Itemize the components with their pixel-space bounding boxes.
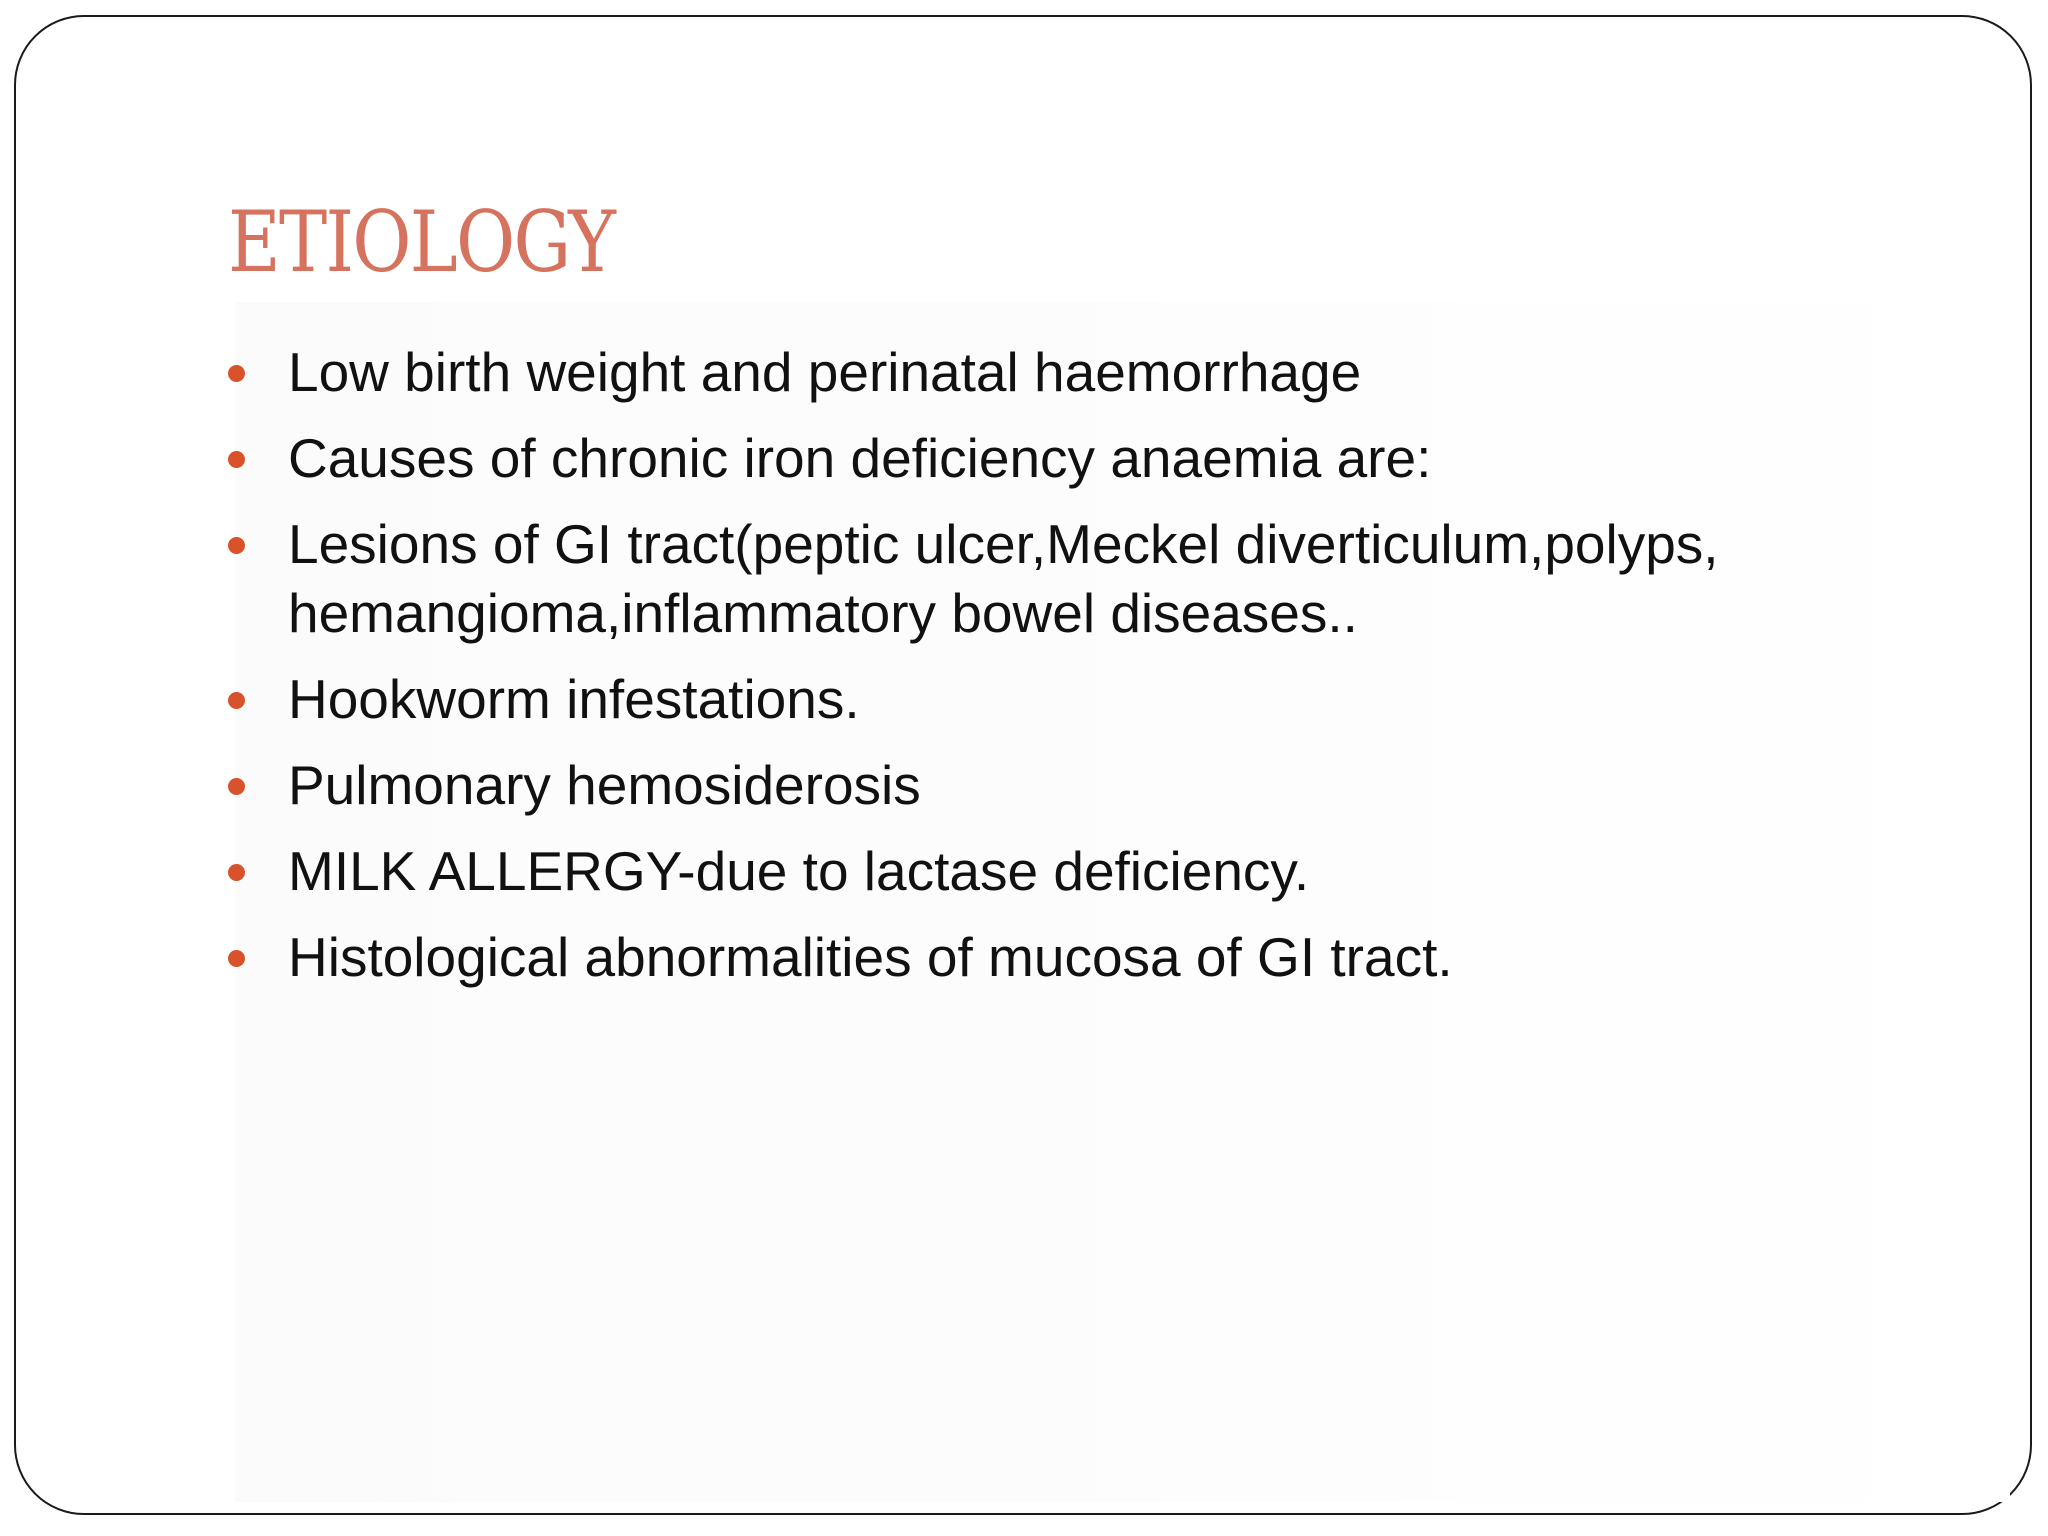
bullet-text: Hookworm infestations.: [288, 668, 860, 730]
list-item: [228, 923, 1828, 992]
bullet-text: Histological abnormalities of mucosa of GI tract.: [288, 926, 1453, 988]
list-item: [228, 751, 1828, 820]
list-item: [228, 424, 1828, 493]
list-item: [228, 665, 1828, 734]
bullet-icon: [228, 778, 245, 795]
list-item: [228, 837, 1828, 906]
bullet-list: [228, 338, 1828, 1009]
bullet-icon: [228, 950, 245, 967]
bullet-text: Low birth weight and perinatal haemorrhage: [288, 341, 1362, 403]
list-item: [228, 510, 1828, 648]
bullet-icon: [228, 365, 245, 382]
bullet-text: Causes of chronic iron deficiency anaemia are:: [288, 427, 1432, 489]
bullet-icon: [228, 537, 245, 554]
bullet-icon: [228, 451, 245, 468]
bullet-text: Pulmonary hemosiderosis: [288, 754, 921, 816]
bullet-icon: [228, 864, 245, 881]
slide-title: ETIOLOGY: [228, 193, 615, 291]
bullet-text: Lesions of GI tract(peptic ulcer,Meckel diverticulum,polyps, hemangioma,inflammatory bowel diseases..: [288, 513, 1719, 644]
bullet-text: MILK ALLERGY-due to lactase deficiency.: [288, 840, 1310, 902]
list-item: [228, 338, 1828, 407]
bullet-icon: [228, 692, 245, 709]
